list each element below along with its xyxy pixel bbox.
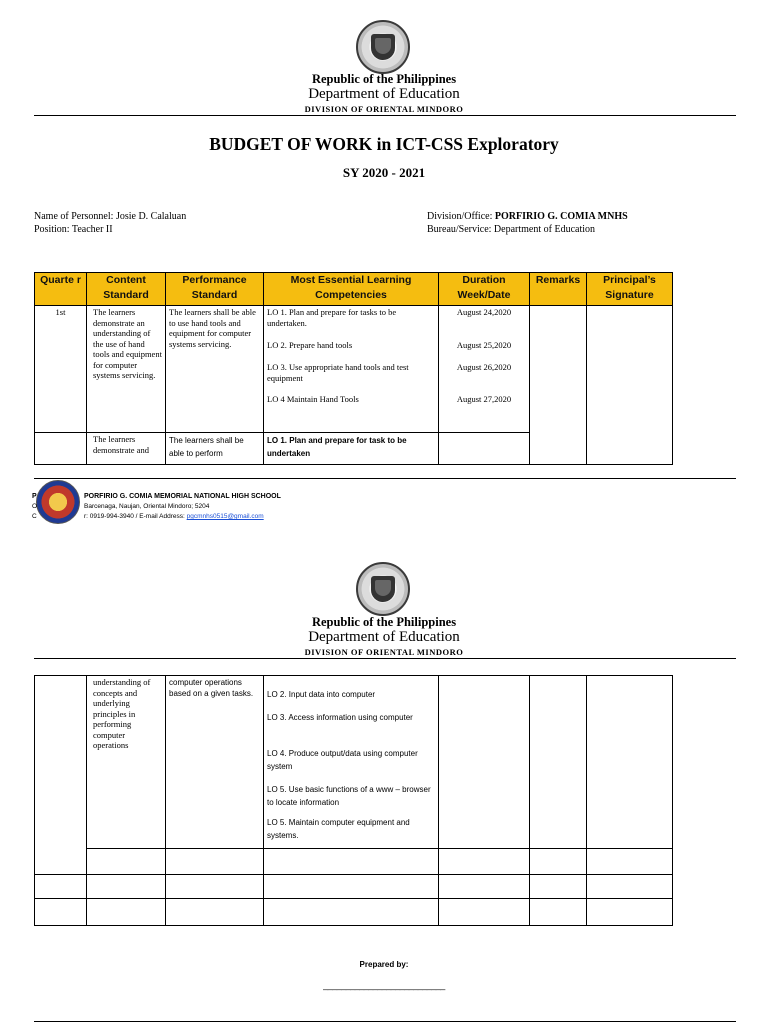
empty-cell <box>587 849 673 875</box>
col-quarter: Quarte r <box>35 273 87 306</box>
bureau-row <box>427 224 595 235</box>
empty-cell <box>87 875 166 899</box>
email-link[interactable]: pgcmnhs0515@gmail.com <box>186 513 264 520</box>
office-value: PORFIRIO G. COMIA MNHS <box>494 211 628 222</box>
school-name: PORFIRIO G. COMIA MEMORIAL NATIONAL HIGH SCHOOL <box>84 493 281 500</box>
republic-label: Republic of the Philippines <box>311 72 457 86</box>
empty-cell <box>166 875 264 899</box>
col-duration: Duration Week/Date <box>439 273 530 306</box>
empty-cell <box>439 899 530 926</box>
quarter-cell: 1st <box>35 306 87 433</box>
table-row <box>35 899 673 926</box>
performance-standard-cell: computer operations based on a given tasks. <box>166 676 264 849</box>
republic-label: Republic of the Philippines <box>311 615 457 629</box>
competency-item: LO 3. Access information using computer <box>267 713 413 722</box>
date-item: August 26,2020 <box>456 362 512 372</box>
header-rule <box>34 658 736 659</box>
quarter-cell-empty <box>35 433 87 465</box>
page-bottom-rule <box>34 1021 736 1022</box>
signature-cell <box>587 306 673 465</box>
competencies-cell <box>264 306 439 433</box>
competency-item: LO 5. Use basic functions of a www – browser to locate information <box>267 785 431 807</box>
competency-item: LO 2. Prepare hand tools <box>267 340 353 350</box>
bureau-label: Bureau/Service: <box>427 224 492 235</box>
fragment: P <box>32 493 37 500</box>
date-item: August 24,2020 <box>456 307 512 317</box>
date-item: August 25,2020 <box>456 340 512 350</box>
competency-item: LO 3. Use appropriate hand tools and test equipment <box>267 362 409 383</box>
duration-cell-empty <box>439 676 530 849</box>
signature-line: ___________________________ <box>323 980 445 990</box>
competency-item: LO 4 Maintain Hand Tools <box>267 394 359 404</box>
empty-cell <box>35 899 87 926</box>
empty-cell <box>264 849 439 875</box>
duration-cell-empty <box>439 433 530 465</box>
signature-cell-empty <box>587 676 673 849</box>
document-title: BUDGET OF WORK in ICT-CSS Exploratory <box>209 134 559 154</box>
budget-table <box>34 272 673 465</box>
remarks-cell <box>530 306 587 465</box>
division-label: DIVISION OF ORIENTAL MINDORO <box>304 647 464 657</box>
header-rule <box>34 115 736 116</box>
content-standard-cell: The learners demonstrate an understanding of the use of hand tools and equipment for computer systems servicing. <box>87 306 166 433</box>
empty-cell <box>530 849 587 875</box>
position-row <box>34 224 113 235</box>
empty-cell <box>530 875 587 899</box>
office-label: Division/Office: <box>427 211 493 222</box>
empty-cell <box>587 875 673 899</box>
competency-item: LO 5. Maintain computer equipment and systems. <box>267 818 410 840</box>
empty-cell <box>530 899 587 926</box>
col-content-standard: Content Standard <box>87 273 166 306</box>
position-value: Teacher II <box>71 224 113 235</box>
deped-seal <box>356 562 410 616</box>
competency-item: LO 4. Produce output/data using computer system <box>267 749 418 771</box>
duration-cell <box>439 306 530 433</box>
school-address: Barcenaga, Naujan, Oriental Mindoro; 5204 <box>84 503 210 510</box>
table-row <box>35 306 673 433</box>
col-performance-standard: Performance Standard <box>166 273 264 306</box>
empty-cell <box>439 849 530 875</box>
performance-standard-cell: The learners shall be able to use hand tools and equipment for computer systems servicing. <box>166 306 264 433</box>
competency-item: LO 1. Plan and prepare for tasks to be undertaken. <box>267 307 397 328</box>
department-label: Department of Education <box>308 629 460 645</box>
footer-rule <box>34 478 736 479</box>
empty-cell <box>87 899 166 926</box>
empty-cell <box>166 849 264 875</box>
department-label: Department of Education <box>308 86 460 102</box>
remarks-cell-empty <box>530 676 587 849</box>
budget-table-continued <box>34 675 673 926</box>
empty-cell <box>166 899 264 926</box>
school-contact <box>84 512 281 522</box>
prepared-by-label: Prepared by: <box>359 960 409 969</box>
date-item: August 27,2020 <box>456 394 512 404</box>
fragment: O <box>32 503 38 510</box>
bureau-value: Department of Education <box>493 224 595 235</box>
school-logo <box>36 480 80 524</box>
col-remarks: Remarks <box>530 273 587 306</box>
division-label: DIVISION OF ORIENTAL MINDORO <box>304 104 464 114</box>
col-signature: Principal’s Signature <box>587 273 673 306</box>
quarter-cell-empty <box>35 676 87 875</box>
school-year: SY 2020 - 2021 <box>342 165 426 180</box>
fragment: C <box>32 513 37 520</box>
empty-cell <box>264 899 439 926</box>
empty-cell <box>587 899 673 926</box>
name-value: Josie D. Calaluan <box>115 211 187 222</box>
col-competencies: Most Essential Learning Competencies <box>264 273 439 306</box>
table-header-row <box>35 273 673 306</box>
office-row <box>427 211 628 222</box>
school-footer <box>84 492 281 522</box>
footer-left-fragments <box>32 492 42 522</box>
empty-cell <box>35 875 87 899</box>
table-row <box>35 676 673 849</box>
deped-seal <box>356 20 410 74</box>
content-standard-cell: understanding of concepts and underlying principles in performing computer operations <box>87 676 166 849</box>
competency-item: LO 2. Input data into computer <box>267 690 376 699</box>
personnel-name-row <box>34 211 186 222</box>
performance-standard-cell: The learners shall be able to perform <box>166 433 264 465</box>
name-label: Name of Personnel: <box>34 211 114 222</box>
contact-text: r: 0919-994-3940 / E-mail Address: <box>84 513 185 520</box>
empty-cell <box>264 875 439 899</box>
table-row <box>35 875 673 899</box>
empty-cell <box>87 849 166 875</box>
position-label: Position: <box>34 224 70 235</box>
competencies-cell <box>264 676 439 849</box>
table-row <box>35 849 673 875</box>
content-standard-cell: The learners demonstrate and <box>87 433 166 465</box>
empty-cell <box>439 875 530 899</box>
competencies-cell: LO 1. Plan and prepare for task to be undertaken <box>264 433 439 465</box>
